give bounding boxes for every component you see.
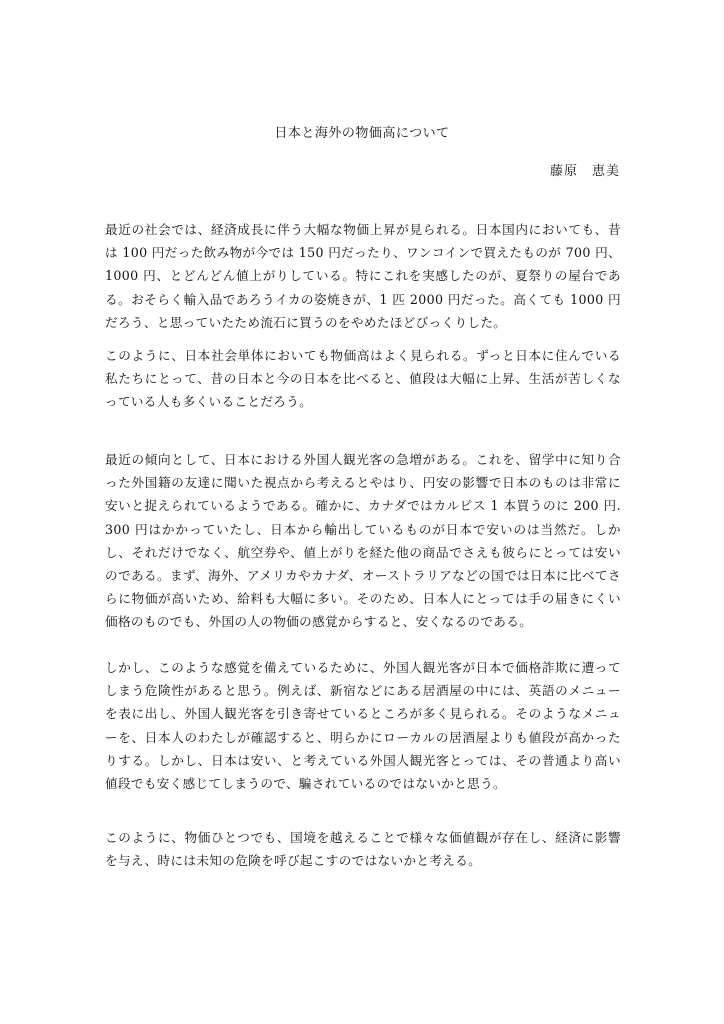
author-name: 藤原 恵美	[549, 164, 620, 179]
paragraph-5: このように、物価ひとつでも、国境を越えることで様々な価値観が存在し、経済に影響を与え、時には未知の危険を呼び起こすのではないかと考える。	[105, 830, 621, 869]
paragraph-2: このように、日本社会単体においても物価高はよく見られる。ずっと日本に住んでいる私たちにとって、昔の日本と今の日本を比べると、値段は大幅に上昇、生活が苦しくなっている人も多くいることだろう。	[105, 348, 621, 410]
document-title: 日本と海外の物価高について	[274, 126, 450, 141]
paragraph-4: しかし、このような感覚を備えているために、外国人観光客が日本で価格詐欺に遭ってしまう危険性があると思う。例えば、新宿などにある居酒屋の中には、英語のメニューを表に出し、外国人観光客を引き寄せているところが多く見られる。そのようなメニューを、日本人のわたしが確認すると、明らかにローカルの居酒屋よりも値段が高かったりする。しかし、日本は安い、と考えている外国人観光客とっては、その普通より高い値段でも安く感じてしまうので、騙されているのではないかと思う。	[105, 660, 621, 792]
paragraph-1: 最近の社会では、経済成長に伴う大幅な物価上昇が見られる。日本国内においても、昔は 100 円だった飲み物が今では 150 円だったり、ワンコインで買えたものが 700 円、1000 円、とどんどん値上がりしている。特にこれを実感したのが、夏祭りの屋台である。おそらく輸入品であろうイカの姿焼きが、1 匹 2000 円だった。高くても 1000 円だろう、と思っていたため流石に買うのをやめたほどびっくりした。	[105, 222, 621, 330]
paragraph-3: 最近の傾向として、日本における外国人観光客の急増がある。これを、留学中に知り合った外国籍の友達に聞いた視点から考えるとやはり、円安の影響で日本のものは非常に安いと捉えられているようである。確かに、カナダではカルピス 1 本買うのに 200 円. 300 円はかかっていたし、日本から輸出しているものが日本で安いのは当然だ。しかし、それだけでなく、航空券や、値上がりを経た他の商品でさえも彼らにとっては安いのである。まず、海外、アメリカやカナダ、オーストラリアなどの国では日本に比べてさらに物価が高いため、給料も大幅に多い。そのため、日本人にとっては手の届きにくい価格のものでも、外国の人の物価の感覚からすると、安くなるのである。	[105, 452, 621, 630]
